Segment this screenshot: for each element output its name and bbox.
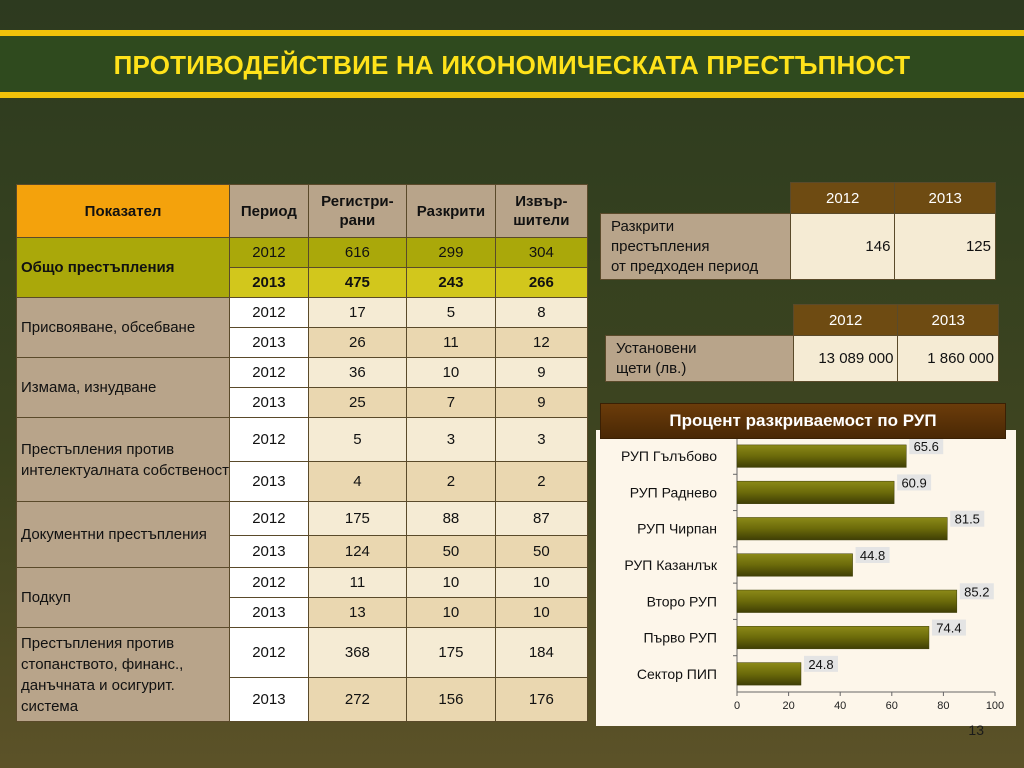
value-cell: 2 [407,462,496,502]
indicator-label: Измама, изнудване [17,358,230,418]
header-disclosed: Разкрити [407,185,496,238]
value-cell: 88 [407,502,496,536]
indicator-label: Подкуп [17,568,230,628]
value-cell: 11 [407,328,496,358]
data-label: 24.8 [808,656,834,672]
damages-label: Установени щети (лв.) [606,336,794,382]
x-tick-label: 80 [937,700,950,712]
period-cell: 2012 [230,238,309,268]
data-label: 81.5 [954,511,980,527]
period-cell: 2012 [230,358,309,388]
data-label: 60.9 [901,475,927,491]
bar [737,663,801,685]
value-cell: 17 [308,298,406,328]
value-cell: 87 [495,502,587,536]
value-cell: 175 [407,628,496,678]
title-bar [0,30,1024,98]
value-cell: 5 [308,418,406,462]
value-cell: 4 [308,462,406,502]
value-cell: 3 [407,418,496,462]
category-label: Първо РУП [643,629,717,646]
value-cell: 9 [495,388,587,418]
period-cell: 2012 [230,502,309,536]
value-cell: 176 [495,678,587,722]
header-indicator: Показател [17,185,230,238]
value-cell: 272 [308,678,406,722]
year-header: 2013 [895,183,996,214]
year-header: 2012 [790,183,895,214]
value-cell: 10 [407,568,496,598]
period-cell: 2012 [230,418,309,462]
header-period: Период [230,185,309,238]
value-cell: 10 [407,598,496,628]
value-cell: 475 [308,268,406,298]
table-row [17,298,588,328]
period-cell: 2013 [230,328,309,358]
damages-2012-value: 13 089 000 [793,336,898,382]
category-label: РУП Раднево [629,484,717,501]
table-row [17,568,588,598]
x-tick-label: 40 [834,700,847,712]
chart-area [596,430,1016,726]
period-cell: 2013 [230,268,309,298]
bar [737,626,929,648]
bar [737,445,906,467]
data-label: 74.4 [936,620,962,636]
table-row [17,628,588,678]
indicator-label: Присвояване, обсебване [17,298,230,358]
bar [737,554,853,576]
period-cell: 2012 [230,628,309,678]
disclosed-prev-period-table [600,182,996,280]
value-cell: 299 [407,238,496,268]
value-cell: 50 [495,536,587,568]
table-row [17,502,588,536]
value-cell: 12 [495,328,587,358]
bar [737,517,947,539]
x-tick-label: 60 [885,700,898,712]
value-cell: 124 [308,536,406,568]
period-cell: 2013 [230,536,309,568]
value-cell: 2 [495,462,587,502]
damages-table [605,304,999,382]
page-number: 13 [968,722,984,738]
value-cell: 11 [308,568,406,598]
value-cell: 9 [495,358,587,388]
period-cell: 2013 [230,388,309,418]
indicator-label: Престъпления против стопанството, финанс., данъчната и осигурит. система [17,628,230,722]
period-cell: 2012 [230,298,309,328]
value-cell: 26 [308,328,406,358]
x-tick-label: 0 [733,700,741,712]
title-bottom-line [0,92,1024,98]
value-cell: 8 [495,298,587,328]
value-cell: 266 [495,268,587,298]
value-cell: 13 [308,598,406,628]
chart-title: Процент разкриваемост по РУП [600,403,1006,439]
bar [737,481,894,503]
value-cell: 36 [308,358,406,388]
table-row [17,358,588,388]
value-cell: 10 [407,358,496,388]
disclosed-2013-value: 125 [895,214,996,280]
table-row [17,418,588,462]
indicator-label: Общо престъпления [17,238,230,298]
value-cell: 304 [495,238,587,268]
category-label: РУП Гълъбово [621,448,717,465]
data-label: 44.8 [859,548,886,563]
period-cell: 2013 [230,598,309,628]
crime-stats-table [16,184,588,722]
table-row [17,238,588,268]
period-cell: 2012 [230,568,309,598]
category-label: РУП Казанлък [624,557,717,573]
value-cell: 7 [407,388,496,418]
year-header: 2013 [898,305,999,336]
value-cell: 184 [495,628,587,678]
header-perpetrators: Извър- шители [495,185,587,238]
value-cell: 368 [308,628,406,678]
value-cell: 5 [407,298,496,328]
period-cell: 2013 [230,678,309,722]
page-title: ПРОТИВОДЕЙСТВИЕ НА ИКОНОМИЧЕСКАТА ПРЕСТЪПНОСТ [113,50,911,80]
value-cell: 10 [495,568,587,598]
title-top-line [0,30,1024,36]
category-label: РУП Чирпан [637,520,717,537]
data-label: 85.2 [964,584,990,600]
header-registered: Регистри- рани [308,185,406,238]
x-tick-label: 20 [782,700,795,712]
damages-2013-value: 1 860 000 [898,336,999,382]
value-cell: 10 [495,598,587,628]
disclosure-rate-chart [596,430,1016,726]
value-cell: 175 [308,502,406,536]
category-label: Второ РУП [646,593,717,610]
bar [737,590,957,612]
disclosed-2012-value: 146 [790,214,895,280]
value-cell: 243 [407,268,496,298]
disclosed-prev-label: Разкрити престъпления от предходен период [601,214,791,280]
value-cell: 616 [308,238,406,268]
x-tick-label: 100 [985,700,1005,712]
year-header: 2012 [793,305,898,336]
indicator-label: Престъпления против интелектуалната собственост [17,418,230,502]
period-cell: 2013 [230,462,309,502]
indicator-label: Документни престъпления [17,502,230,568]
value-cell: 156 [407,678,496,722]
category-label: Сектор ПИП [636,665,717,682]
value-cell: 3 [495,418,587,462]
value-cell: 50 [407,536,496,568]
value-cell: 25 [308,388,406,418]
data-label: 65.6 [913,439,939,455]
